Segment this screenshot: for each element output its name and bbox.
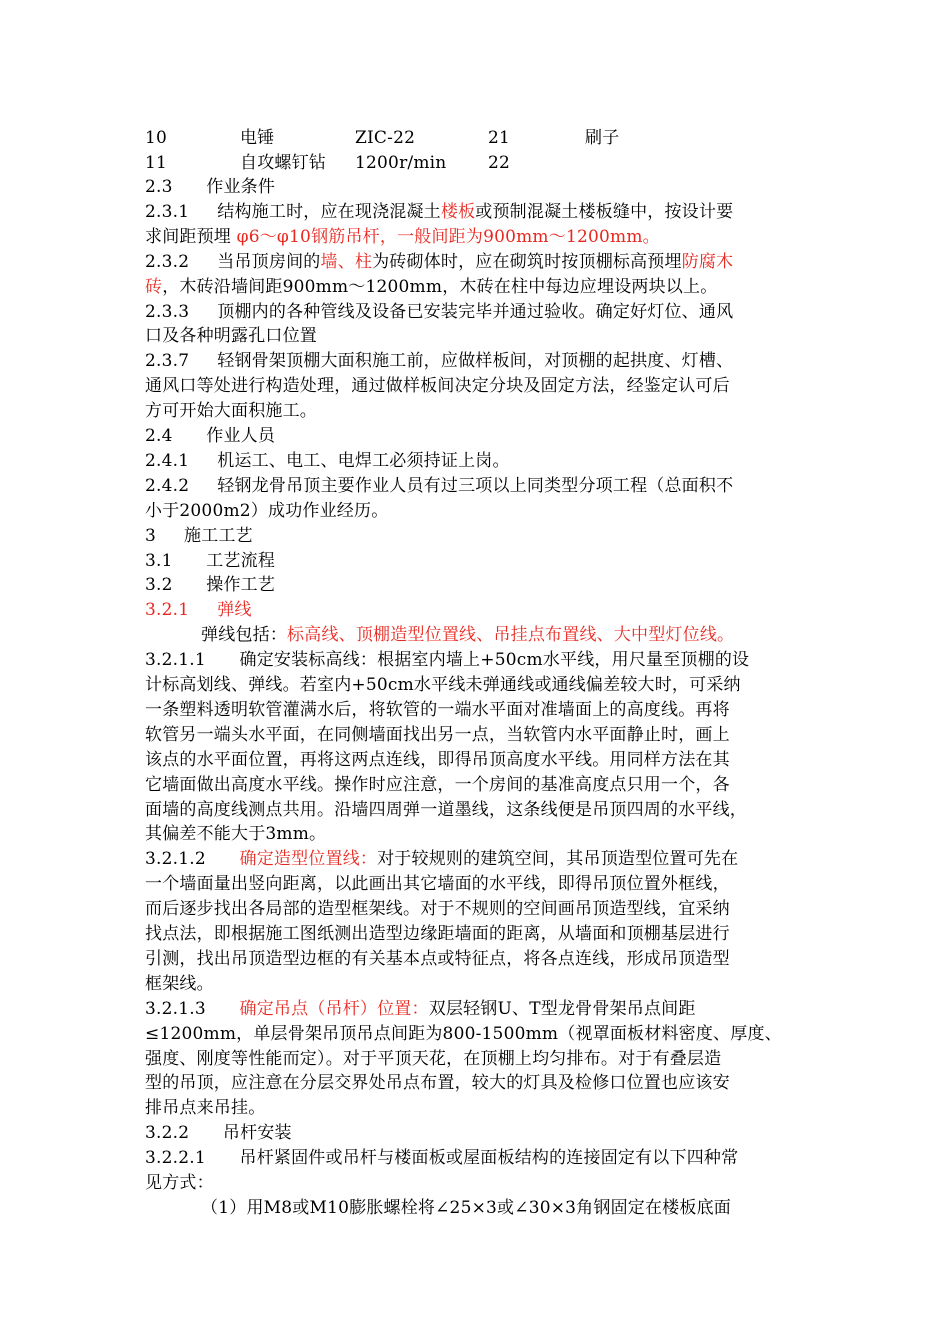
text-line (145, 947, 825, 971)
text-segment: 2.3.1 结构施工时，应在现浇混凝土 (145, 201, 441, 222)
text-segment: 2.3.7 轻钢骨架顶棚大面积施工前，应做样板间，对顶棚的起拱度、灯槽、 (145, 351, 734, 372)
table-cell-no2: 21 (488, 128, 511, 148)
table-cell-model: 1200r/min (355, 153, 447, 173)
text-line (145, 1146, 825, 1170)
text-line (145, 374, 825, 398)
text-line (145, 773, 825, 797)
text-segment: 2.3.2 当吊顶房间的 (145, 251, 321, 272)
highlight-text: 砖 (145, 276, 163, 297)
text-line (145, 275, 825, 299)
text-segment: 排吊点来吊挂。 (145, 1098, 266, 1119)
text-line (145, 698, 825, 722)
text-line (145, 175, 825, 199)
text-line (145, 549, 825, 573)
text-segment: 通风口等处进行构造处理，通过做样板间决定分块及固定方法，经鉴定认可后 (145, 376, 730, 397)
table-cell-no: 11 (145, 153, 168, 173)
text-segment: 求间距预埋 (145, 226, 237, 247)
text-segment: 3.2.1.2 (145, 849, 240, 870)
text-line (145, 748, 825, 772)
table-cell-name: 电锤 (240, 128, 275, 148)
highlight-text: 3.2.1 弹线 (145, 600, 252, 621)
text-line (145, 897, 825, 921)
text-line (145, 1071, 825, 1095)
text-segment: 见方式： (145, 1173, 214, 1193)
text-segment: 2.4 作业人员 (145, 426, 276, 446)
text-segment: 3.1 工艺流程 (145, 550, 276, 571)
text-segment: 3.2.1.3 (145, 998, 240, 1019)
text-line (145, 250, 825, 274)
text-line (145, 1096, 825, 1120)
text-line (145, 922, 825, 946)
text-segment: 2.3 作业条件 (145, 177, 276, 197)
table-cell-name2: 刷子 (585, 128, 620, 148)
text-segment: （1）用M8或M10膨胀螺栓将∠25×3或∠30×3角钢固定在楼板底面 (145, 1197, 731, 1218)
text-line (145, 1121, 825, 1145)
text-segment: 面墙的高度线测点共用。沿墙四周弹一道墨线，这条线便是吊顶四周的水平线， (145, 799, 747, 820)
text-line (145, 349, 825, 373)
text-line (145, 673, 825, 697)
highlight-text: 确定吊点（吊杆）位置： (239, 998, 429, 1019)
text-line (145, 648, 825, 672)
text-segment: 3.2 操作工艺 (145, 575, 276, 596)
text-line (145, 424, 825, 448)
text-line (145, 499, 825, 523)
text-line (145, 474, 825, 498)
text-line (145, 997, 825, 1021)
text-line (145, 623, 825, 647)
text-segment: 而后逐步找出各局部的造型框架线。对于不规则的空间画吊顶造型线，宜采纳 (145, 899, 730, 920)
highlight-text: 防腐木 (681, 251, 734, 272)
text-line (145, 200, 825, 224)
text-line (145, 1022, 825, 1046)
text-segment: 为砖砌体时，应在砌筑时按顶棚标高预埋 (372, 251, 682, 272)
text-segment: ≤1200mm，单层骨架吊顶吊点间距为800-1500mm（视罩面板材料密度、厚度、 (145, 1023, 782, 1044)
text-segment: 它墙面做出高度水平线。操作时应注意，一个房间的基准高度点只用一个，各 (145, 774, 730, 795)
text-segment: 一条塑料透明软管灌满水后，将软管的一端水平面对准墙面上的高度线。再将 (145, 699, 730, 720)
text-segment: 2.4.2 轻钢龙骨吊顶主要作业人员有过三项以上同类型分项工程（总面积不 (145, 475, 734, 496)
highlight-text: φ6～φ10钢筋吊杆，一般间距为900mm～1200mm。 (236, 226, 660, 247)
text-line (145, 1171, 825, 1195)
table-cell-no: 10 (145, 128, 168, 148)
text-segment: 该点的水平面位置，再将这两点连线，即得吊顶高度水平线。用同样方法在其 (145, 749, 730, 770)
text-segment: ，木砖沿墙间距900mm～1200mm，木砖在柱中每边应埋设两块以上。 (162, 276, 718, 297)
text-line (145, 524, 825, 548)
text-line (145, 1047, 825, 1071)
text-segment: 或预制混凝土楼板缝中，按设计要 (475, 201, 734, 222)
text-segment: 2.3.3 顶棚内的各种管线及设备已安装完毕并通过验收。确定好灯位、通风 (145, 301, 734, 322)
text-segment: 双层轻钢U、T型龙骨骨架吊点间距 (428, 998, 696, 1019)
text-line (145, 300, 825, 324)
text-line (145, 598, 825, 622)
text-segment: 框架线。 (145, 973, 214, 994)
text-segment: 3.2.2.1 吊杆紧固件或吊杆与楼面板或屋面板结构的连接固定有以下四种常 (145, 1148, 739, 1169)
text-line (145, 1196, 825, 1220)
highlight-text: 确定造型位置线： (239, 849, 378, 870)
text-segment: 计标高划线、弹线。若室内+50cm水平线未弹通线或通线偏差较大时，可采纳 (145, 675, 741, 695)
text-line (145, 573, 825, 597)
table-cell-model: ZIC-22 (355, 128, 416, 148)
text-line (145, 399, 825, 423)
text-segment: 型的吊顶，应注意在分层交界处吊点布置，较大的灯具及检修口位置也应该安 (145, 1073, 730, 1094)
text-segment: 口及各种明露孔口位置 (145, 326, 317, 347)
text-segment: 对于较规则的建筑空间，其吊顶造型位置可先在 (377, 849, 739, 870)
text-line (145, 872, 825, 896)
text-segment: 找点法，即根据施工图纸测出造型边缘距墙面的距离，从墙面和顶棚基层进行 (145, 924, 730, 944)
text-line (145, 723, 825, 747)
text-segment: 方可开始大面积施工。 (145, 401, 317, 422)
text-segment: 弹线包括： (145, 625, 288, 646)
text-line (145, 449, 825, 473)
highlight-text: 墙、柱 (320, 251, 373, 272)
text-segment: 3.2.2 吊杆安装 (145, 1123, 292, 1144)
text-line (145, 225, 825, 249)
text-line (145, 798, 825, 822)
text-segment: 引测，找出吊顶造型边框的有关基本点或特征点，将各点连线，形成吊顶造型 (145, 948, 730, 969)
highlight-text: 标高线、顶棚造型位置线、吊挂点布置线、大中型灯位线。 (287, 625, 735, 646)
text-segment: 软管另一端头水平面，在同侧墙面找出另一点，当软管内水平面静止时，画上 (145, 724, 730, 745)
text-line (145, 972, 825, 996)
text-segment: 强度、刚度等性能而定）。对于平顶天花，在顶棚上均匀排布。对于有叠层造 (145, 1048, 722, 1069)
text-segment: 3 施工工艺 (145, 525, 253, 546)
text-line (145, 324, 825, 348)
text-segment: 2.4.1 机运工、电工、电焊工必须持证上岗。 (145, 450, 510, 471)
text-segment: 其偏差不能大于3mm。 (145, 824, 327, 845)
highlight-text: 楼板 (440, 201, 476, 222)
text-segment: 小于2000m2）成功作业经历。 (145, 500, 389, 521)
table-cell-name: 自攻螺钉钻 (240, 153, 326, 173)
table-cell-no2: 22 (488, 153, 511, 173)
text-segment: 3.2.1.1 确定安装标高线：根据室内墙上+50cm水平线，用尺量至顶棚的设 (145, 650, 750, 671)
text-line (145, 822, 825, 846)
text-line (145, 847, 825, 871)
text-segment: 一个墙面量出竖向距离，以此画出其它墙面的水平线，即得吊顶位置外框线， (145, 874, 730, 895)
